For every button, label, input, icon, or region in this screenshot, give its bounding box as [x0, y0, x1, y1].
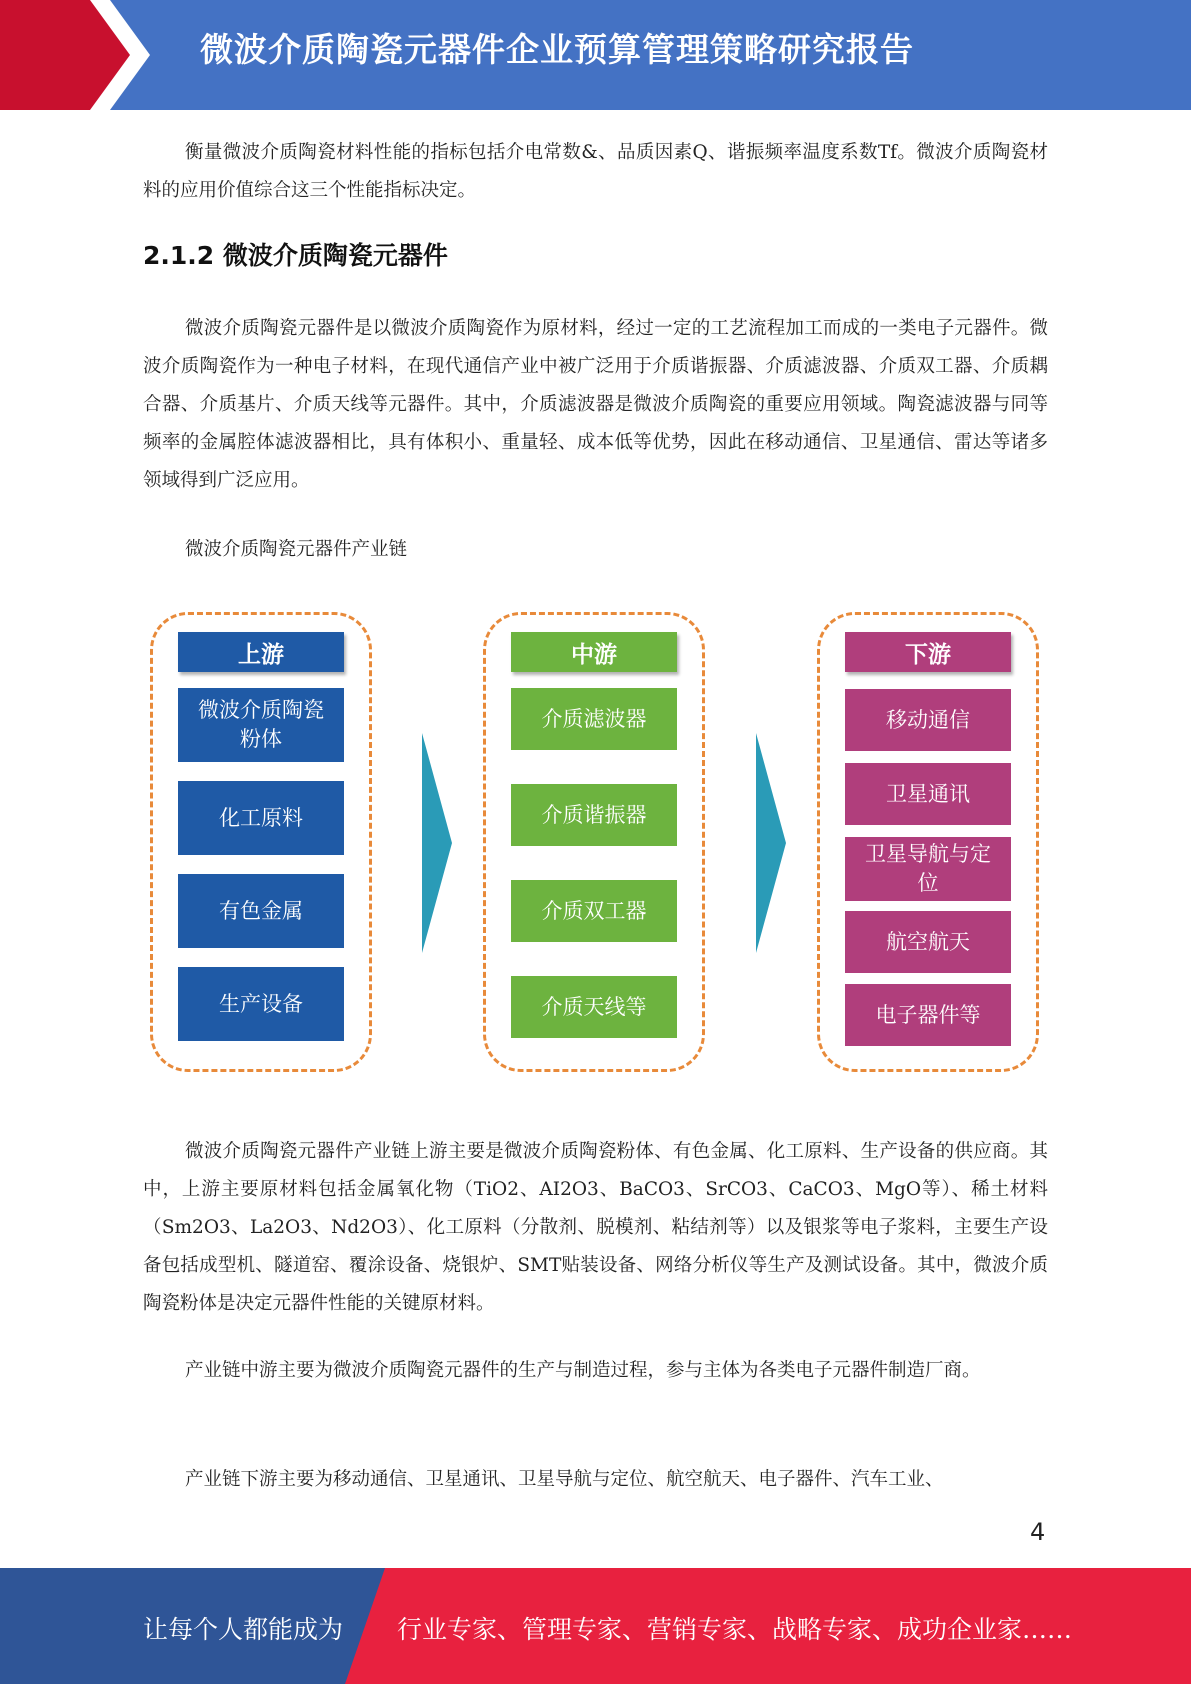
midstream-item: 介质滤波器: [511, 688, 677, 750]
downstream-item: 移动通信: [845, 689, 1011, 751]
downstream-item: 卫星导航与定位: [845, 837, 1011, 901]
figure-caption: 微波介质陶瓷元器件产业链: [185, 539, 408, 560]
upstream-item: 生产设备: [178, 967, 344, 1041]
upstream-column: [150, 612, 372, 1072]
downstream-paragraph: 产业链下游主要为移动通信、卫星通讯、卫星导航与定位、航空航天、电子器件、汽车工业、: [185, 1469, 944, 1490]
page-number: 4: [1030, 1518, 1046, 1546]
page-header: [0, 0, 1191, 110]
upstream-item: 微波介质陶瓷粉体: [178, 688, 344, 762]
midstream-item: 介质天线等: [511, 976, 677, 1038]
midstream-item: 介质双工器: [511, 880, 677, 942]
midstream-header: 中游: [511, 632, 677, 672]
downstream-header: 下游: [845, 632, 1011, 672]
footer-slogan-right: 行业专家、管理专家、营销专家、战略专家、成功企业家……: [397, 1615, 1073, 1644]
midstream-item: 介质谐振器: [511, 784, 677, 846]
upstream-item: 化工原料: [178, 781, 344, 855]
upstream-paragraph: 微波介质陶瓷元器件产业链上游主要是微波介质陶瓷粉体、有色金属、化工原料、生产设备的供应商。其中，上游主要原材料包括金属氧化物（TiO2、AI2O3、BaCO3、SrCO3、CaCO3、MgO等）、稀土材料（Sm2O3、La2O3、Nd2O3）、化工原料（分散剂、脱模剂、粘结剂等）以及银浆等电子浆料，主要生产设备包括成型机、隧道窑、覆涂设备、烧银炉、SMT贴装设备、网络分析仪等生产及测试设备。其中，微波介质陶瓷粉体是决定元器件性能的关键原材料。: [143, 1141, 1048, 1314]
intro-paragraph: 衡量微波介质陶瓷材料性能的指标包括介电常数&、品质因素Q、谐振频率温度系数Tf。微波介质陶瓷材料的应用价值综合这三个性能指标决定。: [143, 142, 1048, 201]
midstream-paragraph: 产业链中游主要为微波介质陶瓷元器件的生产与制造过程，参与主体为各类电子元器件制造厂商。: [185, 1360, 981, 1381]
downstream-item: 航空航天: [845, 911, 1011, 973]
header-chevron-decoration: [0, 0, 200, 110]
section-heading: 2.1.2 微波介质陶瓷元器件: [143, 241, 448, 270]
report-title: 微波介质陶瓷元器件企业预算管理策略研究报告: [200, 30, 914, 69]
midstream-column: [483, 612, 705, 1072]
upstream-item: 有色金属: [178, 874, 344, 948]
upstream-header: 上游: [178, 632, 344, 672]
page-footer: [0, 1568, 1191, 1684]
arrow-right-icon: [422, 733, 452, 953]
downstream-column: [817, 612, 1039, 1072]
footer-slogan-left: 让每个人都能成为: [143, 1615, 344, 1644]
arrow-right-icon: [756, 733, 786, 953]
components-paragraph: 微波介质陶瓷元器件是以微波介质陶瓷作为原材料，经过一定的工艺流程加工而成的一类电子元器件。微波介质陶瓷作为一种电子材料，在现代通信产业中被广泛用于介质谐振器、介质滤波器、介质双工器、介质耦合器、介质基片、介质天线等元器件。其中，介质滤波器是微波介质陶瓷的重要应用领域。陶瓷滤波器与同等频率的金属腔体滤波器相比，具有体积小、重量轻、成本低等优势，因此在移动通信、卫星通信、雷达等诸多领域得到广泛应用。: [143, 318, 1048, 491]
downstream-item: 卫星通讯: [845, 763, 1011, 825]
downstream-item: 电子器件等: [845, 984, 1011, 1046]
